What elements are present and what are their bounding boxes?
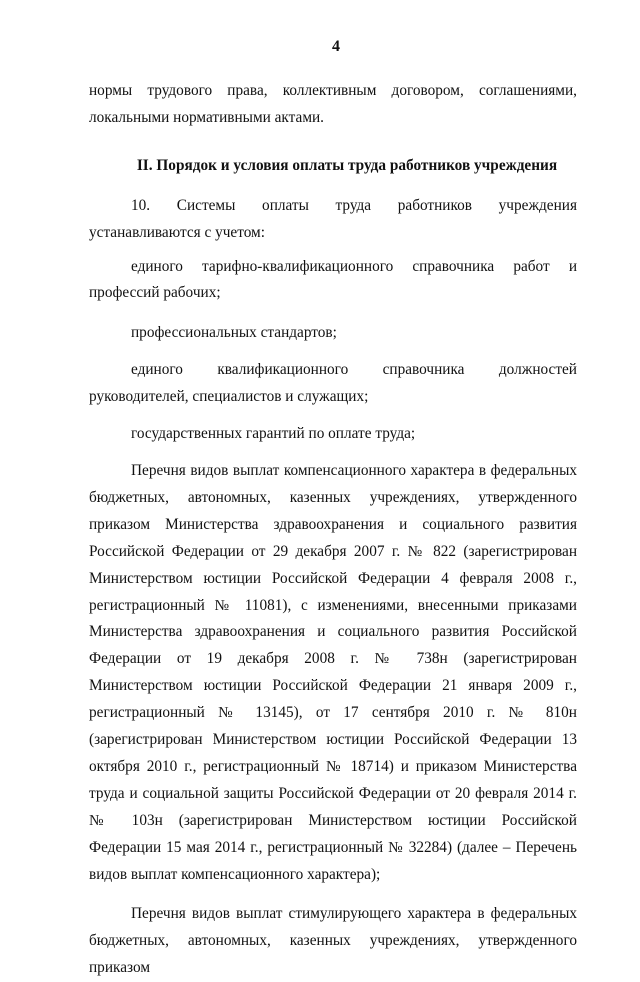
list-item-qualification-handbook: единого квалификационного справочника должностей руководителей, специалистов и служащих; bbox=[89, 361, 577, 406]
list-item-professional-standards: профессиональных стандартов; bbox=[131, 324, 337, 342]
list-item-incentive-payments: Перечня видов выплат стимулирующего характера в федеральных бюджетных, автономных, казенных учреждениях, утвержденного приказом bbox=[89, 905, 577, 977]
list-item-tariff-handbook: единого тарифно-квалификационного справочника работ и профессий рабочих; bbox=[89, 257, 577, 302]
paragraph-item-10: 10. Системы оплаты труда работников учреждения устанавливаются с учетом: bbox=[89, 196, 577, 241]
paragraph-continuation: нормы трудового права, коллективным договором, соглашениями, локальными нормативными актами. bbox=[89, 82, 577, 126]
document-body bbox=[89, 78, 577, 982]
list-item-compensation-payments: Перечня видов выплат компенсационного характера в федеральных бюджетных, автономных, казенных учреждениях, утвержденного приказом Министерства здравоохранения и социального развития Российской Федерации от 29 декабря 2007 г. № 822 (зарегистрирован Министерством юстиции Российской Федерации 4 февраля 2008 г., регистрационный № 11081), с изменениями, внесенными приказами Министерства здравоохранения и социального развития Российской Федерации от 19 декабря 2008 г. № 738н (зарегистрирован Министерством юстиции Российской Федерации 21 января 2009 г., регистрационный № 13145), от 17 сентября 2010 г. № 810н (зарегистрирован Министерством юстиции Российской Федерации 13 октября 2010 г., регистрационный № 18714) и приказом Министерства труда и социальной защиты Российской Федерации от 20 февраля 2014 г. № 103н (зарегистрирован Министерством юстиции Российской Федерации 15 мая 2014 г., регистрационный № 32284) (далее – Перечень видов выплат компенсационного характера); bbox=[89, 461, 577, 883]
section-heading: II. Порядок и условия оплаты труда работников учреждения bbox=[136, 156, 558, 174]
list-item-state-guarantees: государственных гарантий по оплате труда; bbox=[131, 425, 416, 443]
page-number: 4 bbox=[332, 38, 340, 55]
